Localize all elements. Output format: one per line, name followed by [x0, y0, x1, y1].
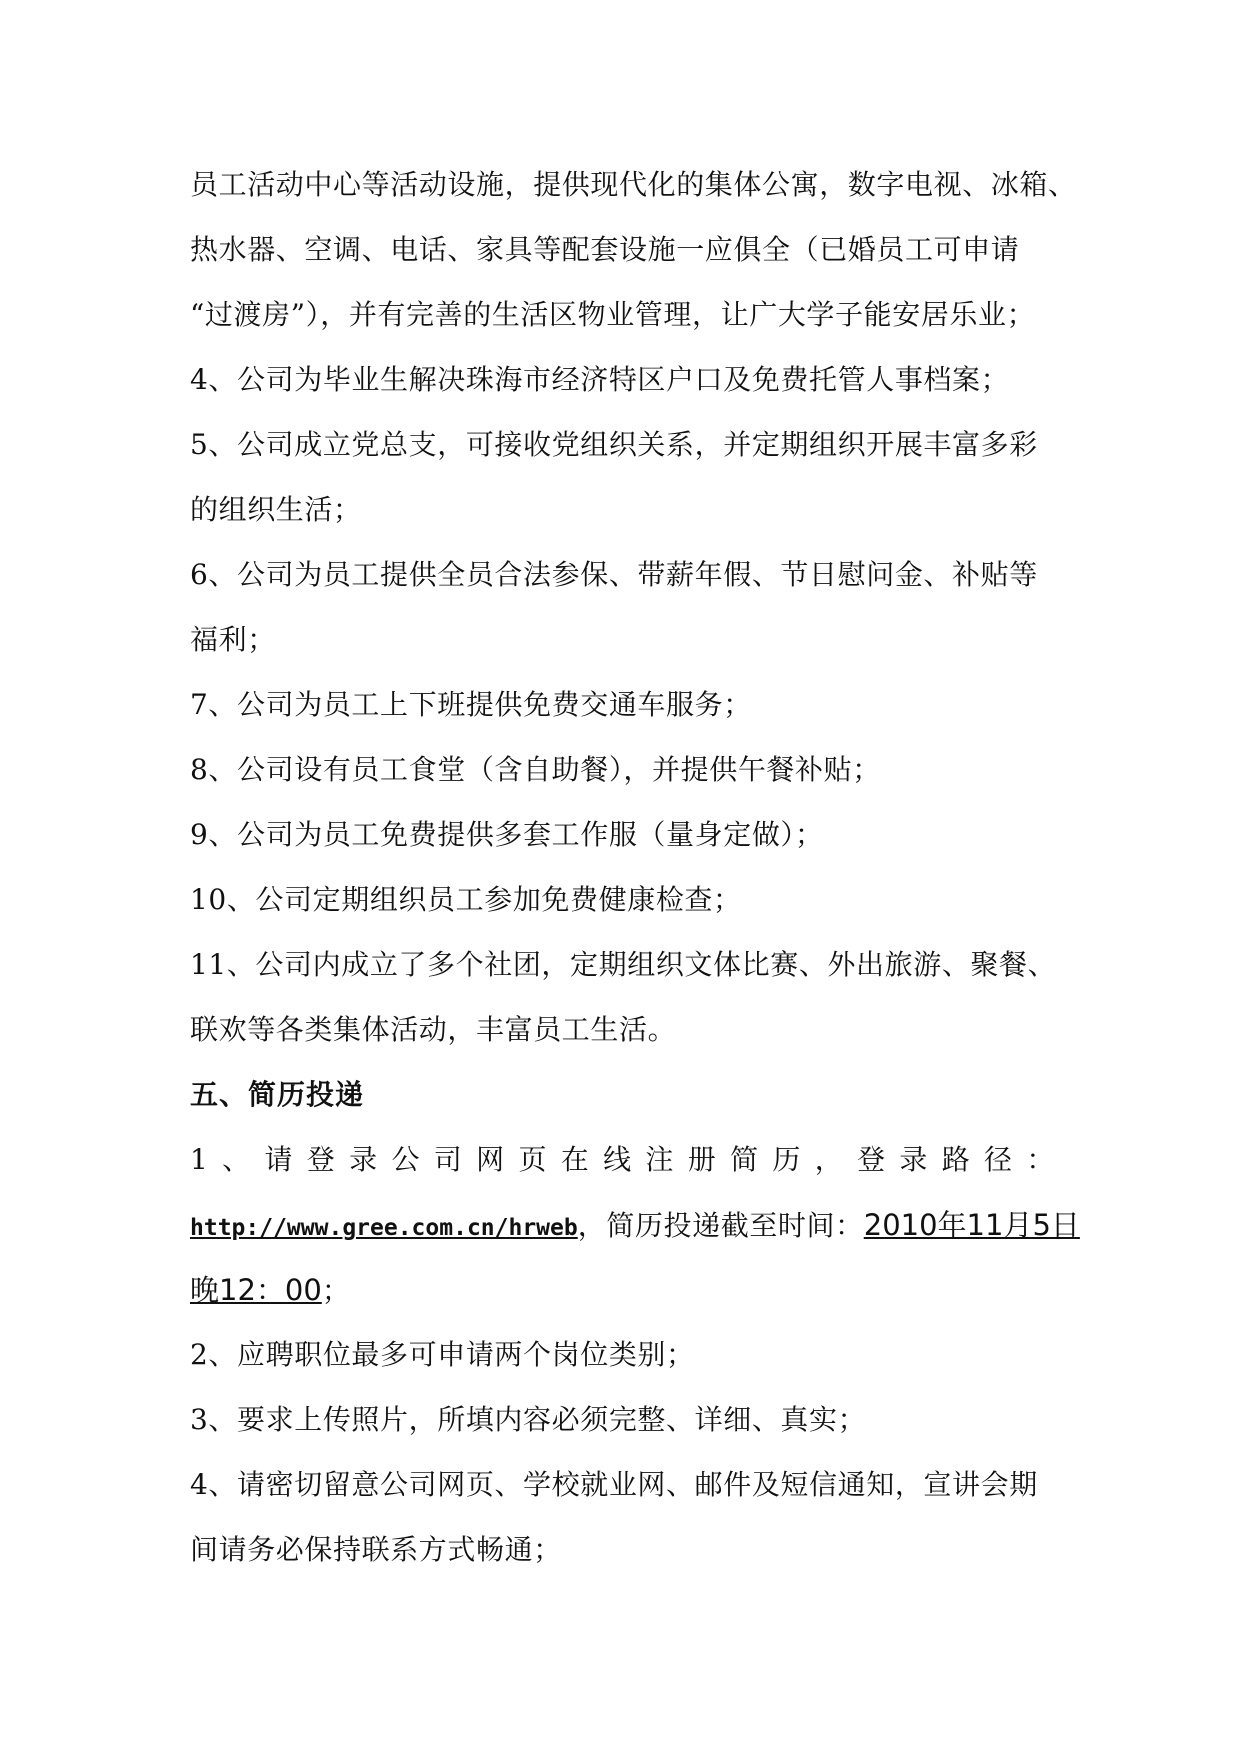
- resume-item-1-char: ：: [1026, 1143, 1055, 1176]
- text-line: 员工活动中心等活动设施，提供现代化的集体公寓，数字电视、冰箱、: [190, 168, 1077, 201]
- resume-item-1-char: 在: [560, 1143, 590, 1176]
- benefit-item-8: 8、公司设有员工食堂（含自助餐），并提供午餐补贴；: [190, 753, 881, 786]
- benefit-item-7: 7、公司为员工上下班提供免费交通车服务；: [190, 688, 752, 721]
- resume-item-1-char: 登: [306, 1143, 336, 1176]
- resume-item-1-char: 路: [941, 1143, 971, 1176]
- deadline-date: 2010年11月5日: [863, 1208, 1080, 1242]
- resume-item-1-char: 网: [476, 1143, 505, 1176]
- resume-item-1: [190, 1136, 1055, 1201]
- text-line: 福利；: [190, 623, 276, 656]
- text-line: 热水器、空调、电话、家具等配套设施一应俱全（已婚员工可申请: [190, 233, 1020, 266]
- resume-item-1-char: 简: [730, 1143, 759, 1176]
- benefit-item-5: 5、公司成立党总支，可接收党组织关系，并定期组织开展丰富多彩: [190, 428, 1038, 461]
- resume-item-1-char: 录: [349, 1143, 378, 1176]
- resume-item-1-char: 历: [772, 1143, 802, 1176]
- resume-item-1-char: 司: [433, 1143, 463, 1176]
- benefit-item-9: 9、公司为员工免费提供多套工作服（量身定做）；: [190, 818, 824, 851]
- text-line: 间请务必保持联系方式畅通；: [190, 1533, 562, 1566]
- resume-url-link[interactable]: http://www.gree.com.cn/hrweb: [190, 1215, 578, 1241]
- document-body: [190, 161, 1080, 1591]
- resume-item-1-continued: [190, 1201, 1080, 1266]
- resume-item-1-char: 线: [603, 1143, 632, 1176]
- resume-item-1-char: 注: [645, 1143, 675, 1176]
- benefit-item-4: 4、公司为毕业生解决珠海市经济特区户口及免费托管人事档案；: [190, 363, 1010, 396]
- resume-item-1-char: 径: [984, 1143, 1013, 1176]
- resume-item-1-char: 录: [899, 1143, 928, 1176]
- benefit-item-10: 10、公司定期组织员工参加免费健康检查；: [190, 883, 742, 916]
- resume-item-2: 2、应聘职位最多可申请两个岗位类别；: [190, 1338, 695, 1371]
- benefit-item-6: 6、公司为员工提供全员合法参保、带薪年假、节日慰问金、补贴等: [190, 558, 1038, 591]
- text-line: 联欢等各类集体活动，丰富员工生活。: [190, 1013, 677, 1046]
- resume-item-3: 3、要求上传照片，所填内容必须完整、详细、真实；: [190, 1403, 867, 1436]
- text-line: “过渡房”），并有完善的生活区物业管理，让广大学子能安居乐业；: [190, 298, 1036, 331]
- deadline-time-line: [190, 1266, 1055, 1331]
- end-punctuation: ；: [321, 1274, 351, 1307]
- resume-item-1-char: 1: [190, 1143, 209, 1176]
- resume-item-1-char: ，: [814, 1143, 844, 1176]
- text-line: 的组织生活；: [190, 493, 362, 526]
- resume-item-1-char: 页: [518, 1143, 548, 1176]
- resume-item-1-char: 、: [222, 1143, 251, 1176]
- resume-item-4: 4、请密切留意公司网页、学校就业网、邮件及短信通知，宣讲会期: [190, 1468, 1038, 1501]
- resume-item-1-char: 请: [264, 1143, 294, 1176]
- deadline-time: 晚12：00: [190, 1273, 322, 1307]
- benefit-item-11: 11、公司内成立了多个社团，定期组织文体比赛、外出旅游、聚餐、: [190, 948, 1057, 981]
- resume-item-1-char: 登: [857, 1143, 886, 1176]
- section-heading: 五、简历投递: [190, 1078, 365, 1111]
- resume-item-1-char: 公: [391, 1143, 421, 1176]
- deadline-intro-text: ，简历投递截至时间：: [577, 1209, 864, 1242]
- resume-item-1-char: 册: [687, 1143, 717, 1176]
